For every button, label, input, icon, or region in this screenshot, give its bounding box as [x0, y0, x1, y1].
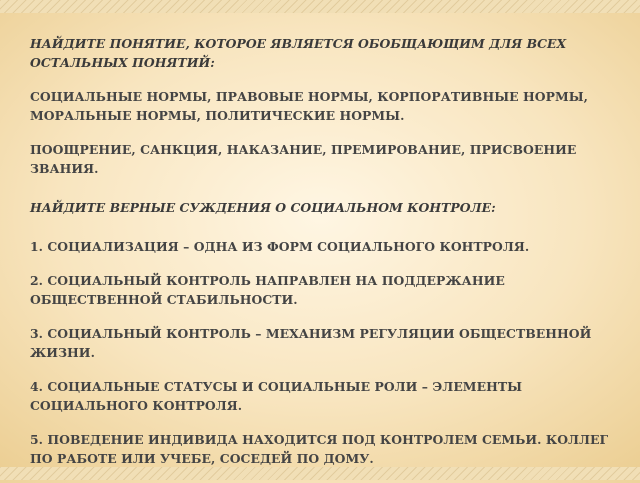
judgment-1: 1. СОЦИАЛИЗАЦИЯ – ОДНА ИЗ ФОРМ СОЦИАЛЬНОГО КОНТРОЛЯ.	[30, 239, 530, 254]
judgment-3: 3. СОЦИАЛЬНЫЙ КОНТРОЛЬ – МЕХАНИЗМ РЕГУЛЯЦИИ ОБЩЕСТВЕННОЙ ЖИЗНИ.	[30, 326, 592, 360]
slide-content	[30, 34, 626, 483]
bottom-decorative-band	[0, 467, 640, 480]
option-set-1: СОЦИАЛЬНЫЕ НОРМЫ, ПРАВОВЫЕ НОРМЫ, КОРПОРАТИВНЫЕ НОРМЫ, МОРАЛЬНЫЕ НОРМЫ, ПОЛИТИЧЕСКИЕ НОРМЫ.	[30, 89, 589, 123]
question-2-heading: НАЙДИТЕ ВЕРНЫЕ СУЖДЕНИЯ О СОЦИАЛЬНОМ КОНТРОЛЕ:	[30, 200, 496, 215]
judgment-2: 2. СОЦИАЛЬНЫЙ КОНТРОЛЬ НАПРАВЛЕН НА ПОДДЕРЖАНИЕ ОБЩЕСТВЕННОЙ СТАБИЛЬНОСТИ.	[30, 273, 505, 307]
judgment-5: 5. ПОВЕДЕНИЕ ИНДИВИДА НАХОДИТСЯ ПОД КОНТРОЛЕМ СЕМЬИ. КОЛЛЕГ ПО РАБОТЕ ИЛИ УЧЕБЕ, СОСЕДЕЙ ПО ДОМУ.	[30, 432, 609, 466]
top-decorative-band	[0, 0, 640, 13]
judgment-4: 4. СОЦИАЛЬНЫЕ СТАТУСЫ И СОЦИАЛЬНЫЕ РОЛИ – ЭЛЕМЕНТЫ СОЦИАЛЬНОГО КОНТРОЛЯ.	[30, 379, 523, 413]
question-1-heading: НАЙДИТЕ ПОНЯТИЕ, КОТОРОЕ ЯВЛЯЕТСЯ ОБОБЩАЮЩИМ ДЛЯ ВСЕХ ОСТАЛЬНЫХ ПОНЯТИЙ:	[30, 36, 567, 70]
option-set-2: ПООЩРЕНИЕ, САНКЦИЯ, НАКАЗАНИЕ, ПРЕМИРОВАНИЕ, ПРИСВОЕНИЕ ЗВАНИЯ.	[30, 142, 577, 176]
